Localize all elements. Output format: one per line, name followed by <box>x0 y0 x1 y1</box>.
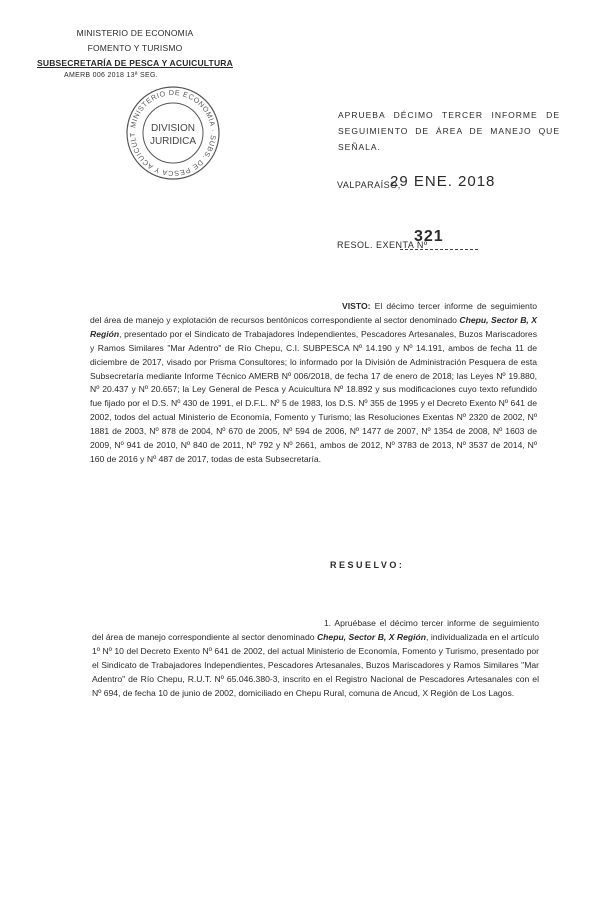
stamp-center-line1: DIVISION <box>151 123 195 134</box>
division-juridica-stamp <box>125 85 221 181</box>
date-stamp: 29 ENE. 2018 <box>390 173 496 190</box>
visto-text-1: El décimo tercer informe de seguimiento del área de manejo y explotación de recursos bentónicos correspondiente al sector denominado <box>90 301 537 325</box>
resolution-number-line <box>400 249 478 250</box>
stamp-center-line2: JURIDICA <box>149 136 197 147</box>
item1-text-2: , individualizada en el artículo 1º Nº 10 del Decreto Exento Nº 641 de 2002, del actual Ministerio de Economía, Fomento y Turismo, presentado por el Sindicato de Trabajadores Independientes, Pescadores Artesanales, Buzos Mariscadores y Ramos Similares "Mar Adentro" de Río Chepu, R.U.T. Nº 65.046.380-3, inscrito en el Registro Nacional de Pescadores Artesanales con el Nº 694, de fecha 10 de junio de 2002, domiciliado en Chepu Rural, comuna de Ancud, X Región de Los Lagos. <box>92 631 539 698</box>
resuelvo-heading: RESUELVO: <box>330 560 405 570</box>
resolution-number: 321 <box>414 228 444 245</box>
subsecretaria-name: SUBSECRETARÍA DE PESCA Y ACUICULTURA <box>37 58 233 68</box>
ministry-name: MINISTERIO DE ECONOMIA <box>76 28 194 38</box>
date-label: VALPARAÍSO, <box>337 180 401 190</box>
resolution-label: RESOL. EXENTA Nº <box>337 240 428 250</box>
resolution-subject: APRUEBA DÉCIMO TERCER INFORME DE SEGUIMIENTO DE ÁREA DE MANEJO QUE SEÑALA. <box>338 110 560 152</box>
visto-sector-name: Chepu, Sector B, X Región <box>90 314 538 339</box>
item1-text-1: Apruébase el décimo tercer informe de seguimiento del área de manejo correspondiente al sector denominado <box>92 618 539 642</box>
item1-number: 1. <box>324 618 332 628</box>
visto-lead: VISTO: <box>342 301 371 311</box>
visto-text-2: , presentado por el Sindicato de Trabajadores Independientes, Pescadores Artesanales, Buzos Mariscadores y Ramos Similares "Mar Adentro" de Río Chepu, C.I. SUBPESCA Nº 14.190 y Nº 14.191, ambos de fecha 11 de diciembre de 2017, visado por Prisma Consultores; lo informado por la División de Administración Pesquera de esta Subsecretaría mediante Informe Técnico AMERB Nº 006/2018, de fecha 17 de enero de 2018; las Leyes Nº 19.880, Nº 20.437 y Nº 20.657; la Ley General de Pesca y Acuicultura Nº 18.892 y sus modificaciones cuyo texto refundido fue fijado por el D.S. Nº 430 de 1991, el D.F.L. Nº 5 de 1983, los D.S. Nº 355 de 1995 y el Decreto Exento Nº 641 de 2002, todos del actual Ministerio de Economía, Fomento y Turismo; las Resoluciones Exentas Nº 2320 de 2002, Nº 1881 de 2003, Nº 878 de 2004, Nº 670 de 2005, Nº 594 de 2006, Nº 1477 de 2007, Nº 1354 de 2008, Nº 1603 de 2009, Nº 941 de 2010, Nº 840 de 2011, Nº 792 y Nº 2661, ambos de 2012, Nº 3783 de 2013, Nº 3537 de 2014, Nº 160 de 2016 y Nº 487 de 2017, todas de esta Subsecretaría. <box>90 328 537 464</box>
document-reference: AMERB 006 2018 13ª SEG. <box>64 72 158 79</box>
item1-sector-name: Chepu, Sector B, X Región <box>316 631 427 642</box>
resolution-item-1 <box>92 617 539 700</box>
stamp-ring-text: MINISTERIO DE ECONOMIA · SUBS. DE PESCA Y ACUICULT <box>127 87 219 179</box>
visto-paragraph <box>90 300 537 467</box>
ministry-subtitle: FOMENTO Y TURISMO <box>87 43 183 53</box>
